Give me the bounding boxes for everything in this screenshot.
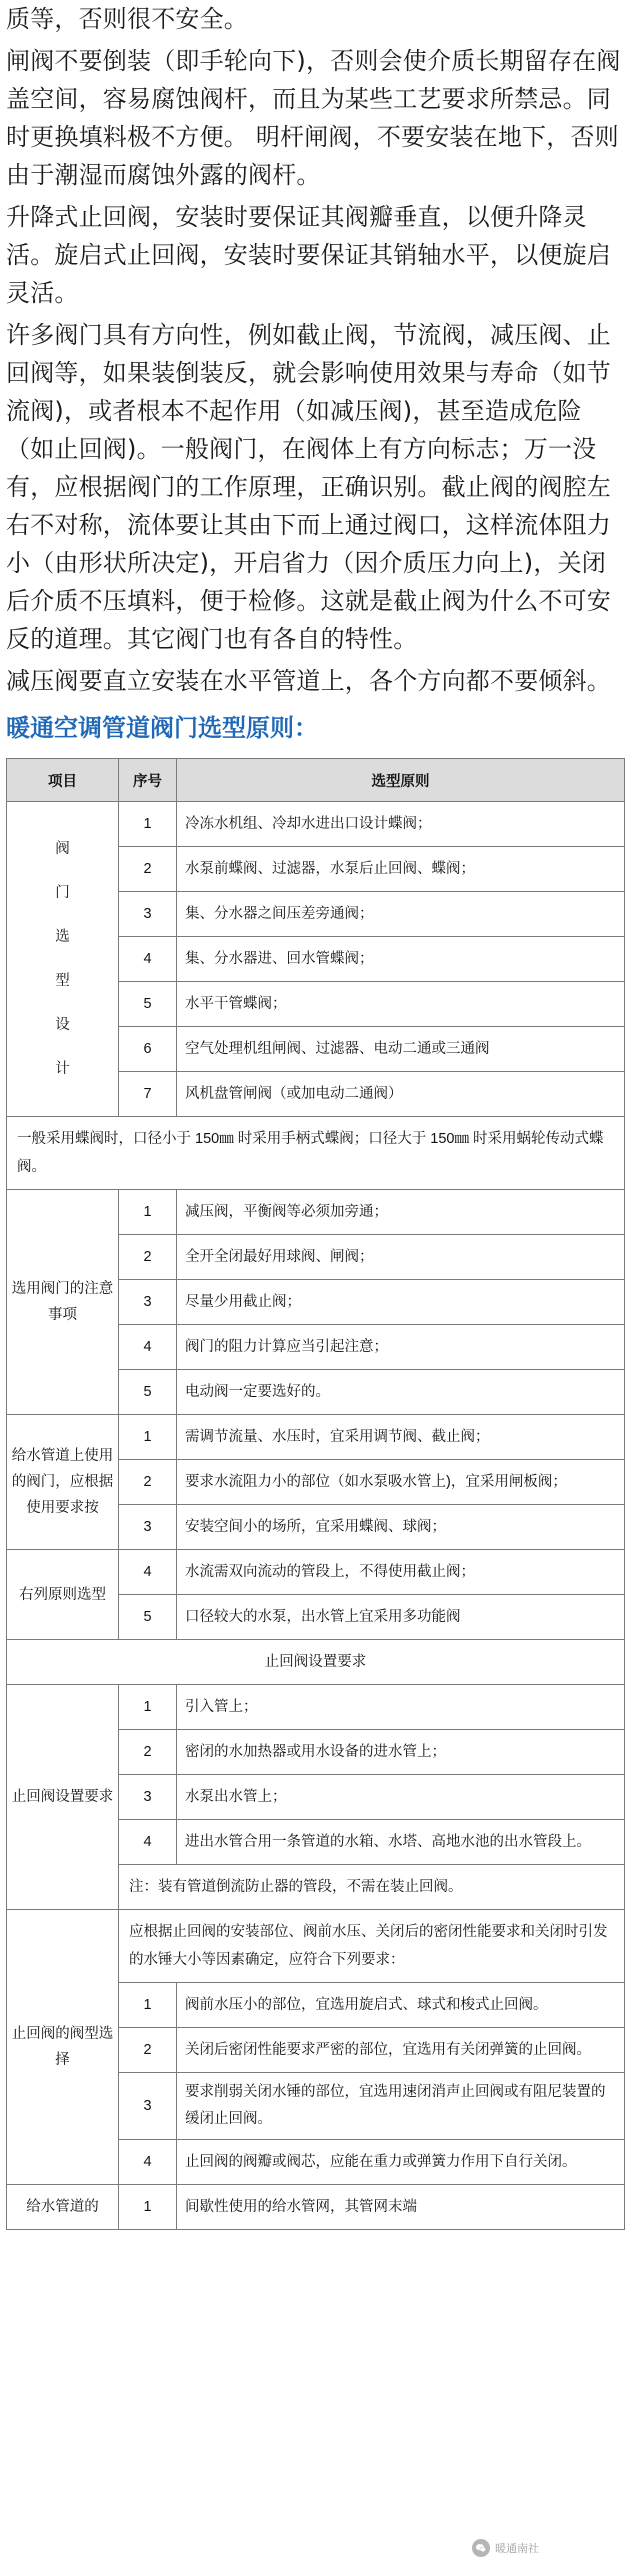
- seq-cell: 1: [119, 1685, 177, 1730]
- rule-cell: 水流需双向流动的管段上，不得使用截止阀；: [177, 1550, 625, 1595]
- project-char: 型: [55, 973, 70, 989]
- watermark: [472, 2536, 622, 2560]
- rule-cell: 密闭的水加热器或用水设备的进水管上；: [177, 1730, 625, 1775]
- project-cell-valve-notes: 选用阀门的注意事项: [7, 1190, 119, 1415]
- table-row: [7, 1910, 625, 1983]
- seq-cell: 3: [119, 1505, 177, 1550]
- seq-cell: 3: [119, 2073, 177, 2140]
- intro-paragraph: 升降式止回阀，安装时要保证其阀瓣垂直，以便升降灵活。旋启式止回阀，安装时要保证其销轴水平，以便旋启灵活。: [6, 203, 611, 307]
- rule-cell: 尽量少用截止阀；: [177, 1280, 625, 1325]
- rule-cell: 水泵出水管上；: [177, 1775, 625, 1820]
- seq-cell: 4: [119, 2140, 177, 2185]
- rule-cell: 引入管上；: [177, 1685, 625, 1730]
- rule-cell: 需调节流量、水压时，宜采用调节阀、截止阀；: [177, 1415, 625, 1460]
- seq-cell: 1: [119, 1983, 177, 2028]
- project-char: 阀: [55, 841, 70, 857]
- project-cell-check-valve-type: 止回阀的阀型选择: [7, 1910, 119, 2185]
- header-seq: 序号: [119, 759, 177, 802]
- rule-cell: 水泵前蝶阀、过滤器，水泵后止回阀、蝶阀；: [177, 847, 625, 892]
- rule-cell: 进出水管合用一条管道的水箱、水塔、高地水池的出水管段上。: [177, 1820, 625, 1865]
- rule-cell: 阀门的阻力计算应当引起注意；: [177, 1325, 625, 1370]
- project-cell-supply-pipe-cont: 右列原则选型: [7, 1550, 119, 1640]
- intro-paragraph: 减压阀要直立安装在水平管道上，各个方向都不要倾斜。: [6, 667, 611, 695]
- seq-cell: 4: [119, 1550, 177, 1595]
- seq-cell: 2: [119, 1460, 177, 1505]
- table-row: [7, 1190, 625, 1235]
- seq-cell: 6: [119, 1027, 177, 1072]
- table-header-row: [7, 759, 625, 802]
- section-title: 暖通空调管道阀门选型原则：: [6, 714, 318, 742]
- rule-cell: 止回阀的阀瓣或阀芯，应能在重力或弹簧力作用下自行关闭。: [177, 2140, 625, 2185]
- rule-cell: 电动阀一定要选好的。: [177, 1370, 625, 1415]
- project-char: 设: [55, 1017, 70, 1033]
- rule-cell: 空气处理机组闸阀、过滤器、电动二通或三通阀: [177, 1027, 625, 1072]
- intro-paragraph: 许多阀门具有方向性，例如截止阀，节流阀，减压阀、止回阀等，如果装倒装反，就会影响使用效果与寿命（如节流阀)，或者根本不起作用（如减压阀)，甚至造成危险（如止回阀)。一般阀门，在阀体上有方向标志；万一没有，应根据阀门的工作原理，正确识别。截止阀的阀腔左右不对称，流体要让其由下而上通过阀口，这样流体阻力小（由形状所决定)，开启省力（因介质压力向上)，关闭后介质不压填料，便于检修。这就是截止阀为什么不可安反的道理。其它阀门也有各自的特性。: [6, 321, 611, 653]
- table-row: [7, 2185, 625, 2230]
- rule-cell: 要求削弱关闭水锤的部位，宜选用速闭消声止回阀或有阻尼装置的缓闭止回阀。: [177, 2073, 625, 2140]
- header-project: 项目: [7, 759, 119, 802]
- butterfly-valve-note: 一般采用蝶阀时，口径小于 150㎜ 时采用手柄式蝶阀；口径大于 150㎜ 时采用蜗轮传动式蝶阀。: [7, 1117, 625, 1190]
- rule-cell: 冷冻水机组、冷却水进出口设计蝶阀；: [177, 802, 625, 847]
- intro-paragraph: 闸阀不要倒装（即手轮向下)，否则会使介质长期留存在阀盖空间，容易腐蚀阀杆，而且为某些工艺要求所禁忌。同时更换填料极不方便。 明杆闸阀，不要安装在地下，否则由于潮湿而腐蚀外露的阀杆。: [6, 47, 621, 189]
- table-row: [7, 1415, 625, 1460]
- seq-cell: 4: [119, 937, 177, 982]
- wechat-icon: [472, 2539, 490, 2557]
- project-char: 门: [55, 885, 70, 901]
- intro-paragraph: 质等，否则很不安全。: [6, 5, 248, 33]
- table-row: [7, 1685, 625, 1730]
- seq-cell: 5: [119, 1595, 177, 1640]
- header-rule: 选型原则: [177, 759, 625, 802]
- check-valve-type-intro: 应根据止回阀的安装部位、阀前水压、关闭后的密闭性能要求和关闭时引发的水锤大小等因素确定，应符合下列要求：: [119, 1910, 625, 1983]
- seq-cell: 1: [119, 2185, 177, 2230]
- seq-cell: 4: [119, 1820, 177, 1865]
- rule-cell: 全开全闭最好用球阀、闸阀；: [177, 1235, 625, 1280]
- seq-cell: 2: [119, 847, 177, 892]
- rule-cell: 间歇性使用的给水管网，其管网末端: [177, 2185, 625, 2230]
- project-char: 计: [55, 1061, 70, 1077]
- rule-cell: 集、分水器进、回水管蝶阀；: [177, 937, 625, 982]
- seq-cell: 2: [119, 1730, 177, 1775]
- project-cell-valve-design: [7, 802, 119, 1117]
- rule-cell: 风机盘管闸阀（或加电动二通阀）: [177, 1072, 625, 1117]
- seq-cell: 4: [119, 1325, 177, 1370]
- seq-cell: 1: [119, 1415, 177, 1460]
- valve-selection-table: [6, 758, 625, 2230]
- check-valve-note: 注：装有管道倒流防止器的管段，不需在装止回阀。: [119, 1865, 625, 1910]
- rule-cell: 阀前水压小的部位，宜选用旋启式、球式和梭式止回阀。: [177, 1983, 625, 2028]
- watermark-text: 暖通南社: [495, 2542, 539, 2555]
- seq-cell: 1: [119, 802, 177, 847]
- seq-cell: 3: [119, 892, 177, 937]
- rule-cell: 要求水流阻力小的部位（如水泵吸水管上)，宜采用闸板阀；: [177, 1460, 625, 1505]
- rule-cell: 减压阀，平衡阀等必须加旁通；: [177, 1190, 625, 1235]
- seq-cell: 5: [119, 982, 177, 1027]
- rule-cell: 集、分水器之间压差旁通阀；: [177, 892, 625, 937]
- rule-cell: 安装空间小的场所，宜采用蝶阀、球阀；: [177, 1505, 625, 1550]
- seq-cell: 7: [119, 1072, 177, 1117]
- rule-cell: 关闭后密闭性能要求严密的部位，宜选用有关闭弹簧的止回阀。: [177, 2028, 625, 2073]
- intro-section: [6, 0, 624, 700]
- seq-cell: 1: [119, 1190, 177, 1235]
- project-cell-supply-pipe-2: 给水管道的: [7, 2185, 119, 2230]
- seq-cell: 2: [119, 2028, 177, 2073]
- table-row: [7, 1640, 625, 1685]
- seq-cell: 3: [119, 1280, 177, 1325]
- seq-cell: 3: [119, 1775, 177, 1820]
- table-row: [7, 802, 625, 847]
- rule-cell: 口径较大的水泵，出水管上宜采用多功能阀: [177, 1595, 625, 1640]
- project-cell-check-valve-setup: 止回阀设置要求: [7, 1685, 119, 1910]
- check-valve-header: 止回阀设置要求: [7, 1640, 625, 1685]
- seq-cell: 2: [119, 1235, 177, 1280]
- table-row: [7, 1550, 625, 1595]
- rule-cell: 水平干管蝶阀；: [177, 982, 625, 1027]
- project-cell-supply-pipe: 给水管道上使用的阀门，应根据使用要求按: [7, 1415, 119, 1550]
- project-char: 选: [55, 929, 70, 945]
- seq-cell: 5: [119, 1370, 177, 1415]
- table-row: [7, 1117, 625, 1190]
